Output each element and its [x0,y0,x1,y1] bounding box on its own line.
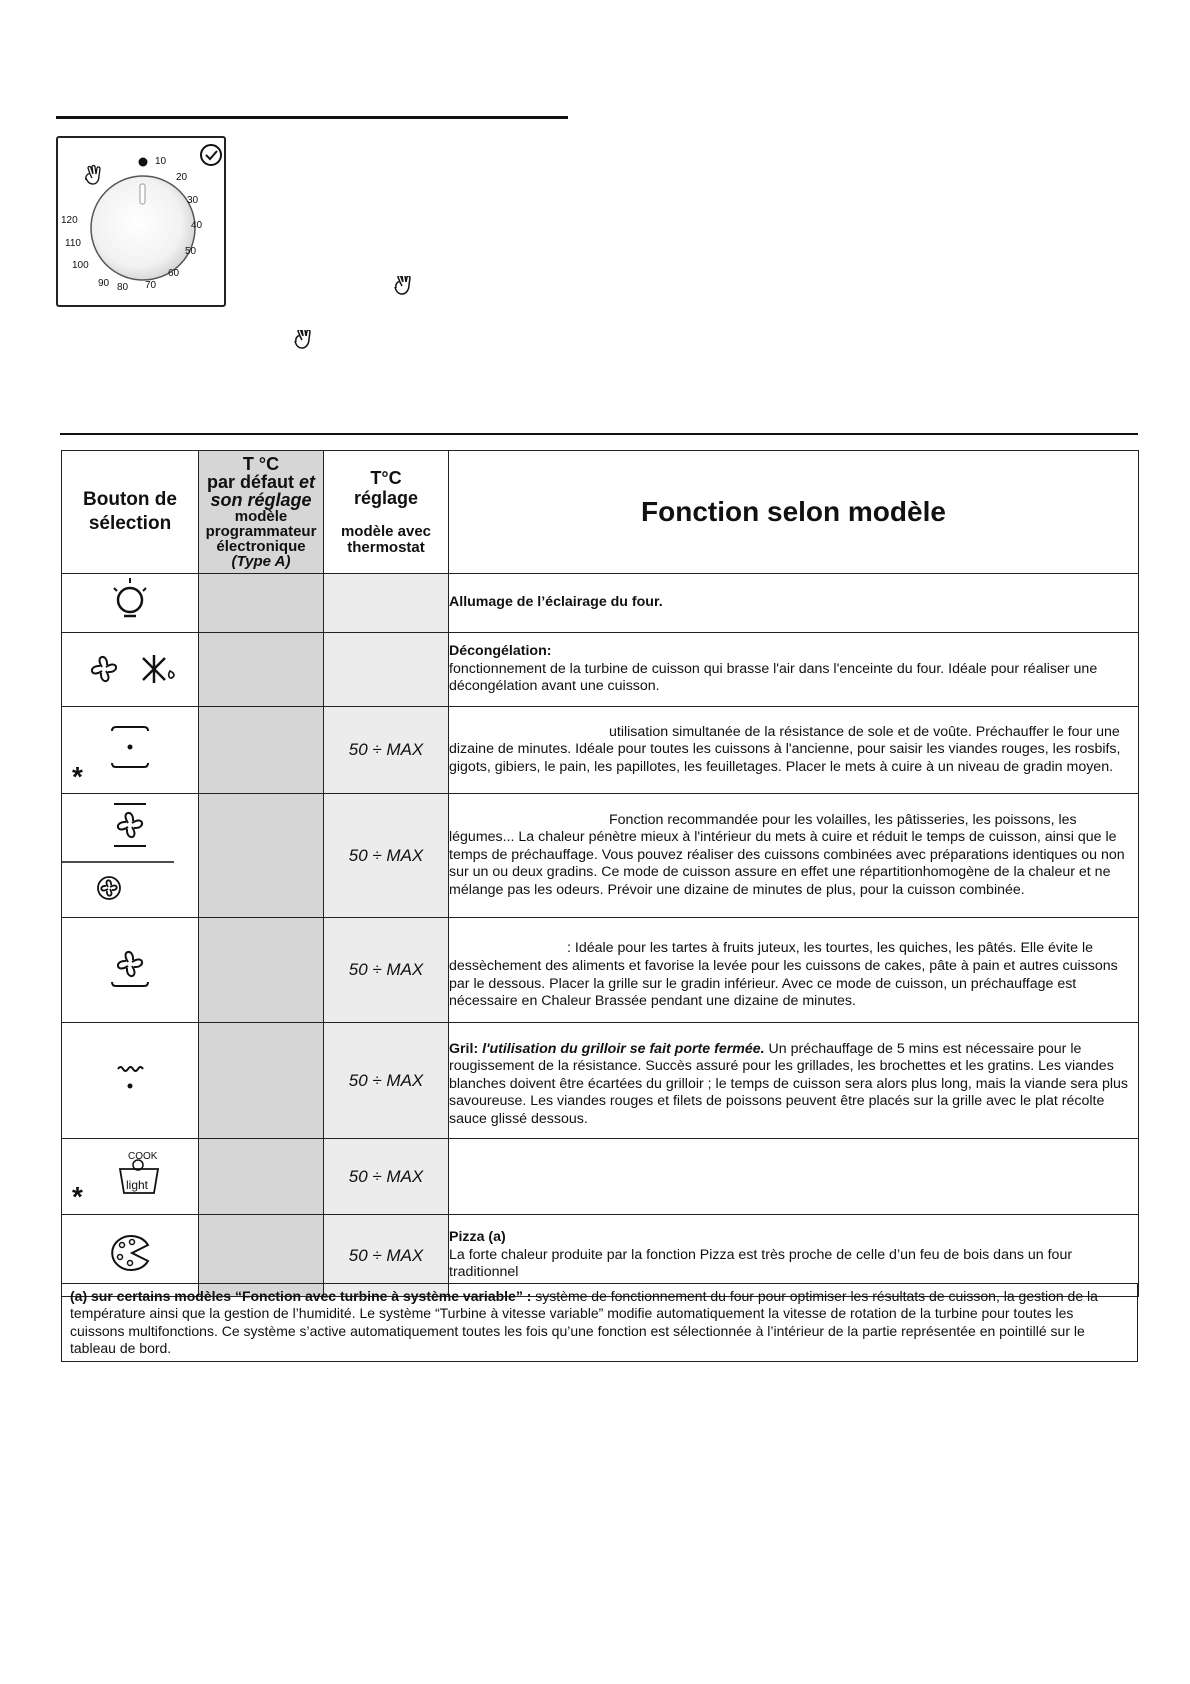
footnote-text: système de fonctionnement du four pour optimiser les résultats de cuisson, la gestion de la température ainsi que la gestion de l’humidité. Le système “Turbine à vitesse variable” modifie automatiquement la vitesse de rotation de la turbine pour toutes les cuissons multifonctions. Ce système s’active automatiquement toutes les fois qu’une fonction est sélectionnée à l’intérieur de la partie représentée en pointillé sur le tableau de bord. [70,1288,1098,1356]
h2-l3: son réglage [210,490,312,510]
desc-text: : Idéale pour les tartes à fruits juteux, les tourtes, les quiches, les pâtés. Elle évite le dessèchement des aliments et favorise la levée pour les cuissons de cakes, pâte à pain et autres cuissons par le dessous. Placer la grille sur le gradin inférieur. Avec ce mode de cuisson, un préchauffage est nécessaire en Chaleur Brassée pendant une dizaine de minutes. [449,940,1118,1010]
hand-icon [394,276,414,298]
icon-cell [62,707,199,794]
h2-l6: électronique [216,538,306,555]
h2-l1: T °C [242,454,280,474]
mark-50: 50 [185,246,197,257]
desc-cell [449,574,1139,633]
default-temp-cell [199,1023,324,1139]
desc-title: Gril: [449,1040,479,1057]
star-marker: * [72,1181,83,1212]
icon-cell [62,794,199,918]
check-clock-icon [201,145,221,165]
table-row [62,574,1139,633]
mark-110: 110 [65,238,81,249]
temp-cell: 50 ÷ MAX [324,1215,449,1297]
grill-icon [62,1023,199,1133]
desc-cell [449,794,1139,918]
desc-cell [449,918,1139,1023]
mark-90: 90 [98,278,110,289]
mark-30: 30 [187,195,199,206]
h3-l1: T°C [370,468,402,488]
h2-et: et [299,472,316,492]
footnote-bold: (a) sur certains modèles “Fonction avec turbine à système variable” : [70,1288,532,1304]
desc-cell [449,707,1139,794]
table-row [62,633,1139,707]
desc-title: Décongélation: [449,643,552,660]
desc-text: Un préchauffage de 5 mins est nécessaire pour le rougissement de la résistance. Succès assuré pour les grillades, les brochettes et les gratins. Les viandes blanches doivent être écartées du grilloir ; le temps de cuisson sera alors plus long, mais la viande sera plus savoureuse. Les viandes rouges et filets de poissons peuvent être placés sur la grille avec le plat récolte sauce glissé dessous. [449,1040,1128,1127]
temp-cell: 50 ÷ MAX [324,707,449,794]
table-row [62,918,1139,1023]
desc-cell [449,1023,1139,1139]
hand-icon [86,166,100,185]
h2-l2: par défaut [206,472,294,492]
section-rule [60,433,1138,435]
zero-dot-icon [139,158,148,167]
mark-120: 120 [61,215,78,226]
temp-cell: 50 ÷ MAX [324,1023,449,1139]
header-selection-text: Bouton de sélection [83,489,177,534]
header-default-temp [199,451,324,574]
lamp-icon [62,574,199,627]
desc-title-italic: l'utilisation du grilloir se fait porte fermée. [482,1040,765,1057]
desc-text: Fonction recommandée pour les volailles, les pâtisseries, les poissons, les légumes... La chaleur pénètre mieux à l'intérieur du mets à cuire et réduit le temps de cuisson, ainsi que le temps de préchauffage. Vous pouvez réaliser des cuissons combinées avec préparations identiques ou non sur un ou deux gradins. Ce mode de cuisson assure en effet une répartitionhomogène de la chaleur et ne mélange pas les odeurs. Prévoir une dizaine de minutes de plus, pour la cuisson combinée. [449,811,1125,898]
table-row [62,1023,1139,1139]
icon-cell [62,633,199,707]
desc-text: La forte chaleur produite par la fonction Pizza est très proche de celle d’un feu de bois dans un four traditionnel [449,1246,1073,1281]
default-temp-cell [199,574,324,633]
icon-cell [62,918,199,1023]
footnote [61,1283,1138,1362]
timer-knob-illustration [56,136,226,307]
mark-70: 70 [145,280,157,291]
desc-title: Allumage de l’éclairage du four. [449,594,663,611]
top-rule [56,116,568,119]
desc-cell [449,1139,1139,1215]
desc-cell [449,633,1139,707]
h2-l5: programmateur [205,523,317,540]
h2-l7: (Type A) [231,553,291,570]
mark-10: 10 [155,156,167,167]
cook-label: COOK [128,1151,158,1162]
desc-text: utilisation simultanée de la résistance de sole et de voûte. Préchauffer le four une dizaine de minutes. Idéale pour toutes les cuissons à l'ancienne, pour saisir les viandes rouges, les rosbifs, gigots, gibiers, le pain, les papillotes, les feuilletages. Placer le mets à cuire à un niveau de gradin moyen. [449,723,1121,775]
light-label: light [126,1178,149,1192]
fan-defrost-icon [62,633,199,701]
table-header-row [62,451,1139,574]
temp-cell: 50 ÷ MAX [324,1139,449,1215]
h3-l4: thermostat [347,539,425,556]
header-function-text: Fonction selon modèle [641,496,946,527]
hand-icon [294,330,314,352]
mark-80: 80 [117,282,129,293]
default-temp-cell [199,918,324,1023]
default-temp-cell [199,1139,324,1215]
table-row [62,794,1139,918]
h3-l2: réglage [353,488,419,508]
icon-cell [62,1139,199,1215]
mark-40: 40 [191,220,203,231]
header-selection [62,451,199,574]
fan-heat-icon [62,794,199,912]
temp-cell: 50 ÷ MAX [324,794,449,918]
functions-table [61,450,1139,1297]
knob-pointer [140,184,145,204]
desc-text: fonctionnement de la turbine de cuisson qui brasse l'air dans l'enceinte du four. Idéale pour réaliser une décongélation avant une cuisson. [449,660,1098,695]
fan-bottom-heat-icon [62,918,199,1017]
temp-cell [324,633,449,707]
temp-cell [324,574,449,633]
header-thermostat-temp [324,451,449,574]
default-temp-cell [199,633,324,707]
timer-dial [58,138,228,309]
mark-100: 100 [72,260,89,271]
h2-l4: modèle [234,508,288,525]
icon-cell [62,574,199,633]
pizza-icon [62,1215,199,1291]
header-function [449,451,1139,574]
mark-20: 20 [176,172,188,183]
table-row [62,707,1139,794]
temp-cell: 50 ÷ MAX [324,918,449,1023]
star-marker: * [72,761,83,792]
icon-cell [62,1023,199,1139]
default-temp-cell [199,794,324,918]
default-temp-cell [199,707,324,794]
desc-title: Pizza (a) [449,1229,506,1246]
h3-l3: modèle avec [340,523,432,540]
table-row [62,1139,1139,1215]
mark-60: 60 [168,268,180,279]
